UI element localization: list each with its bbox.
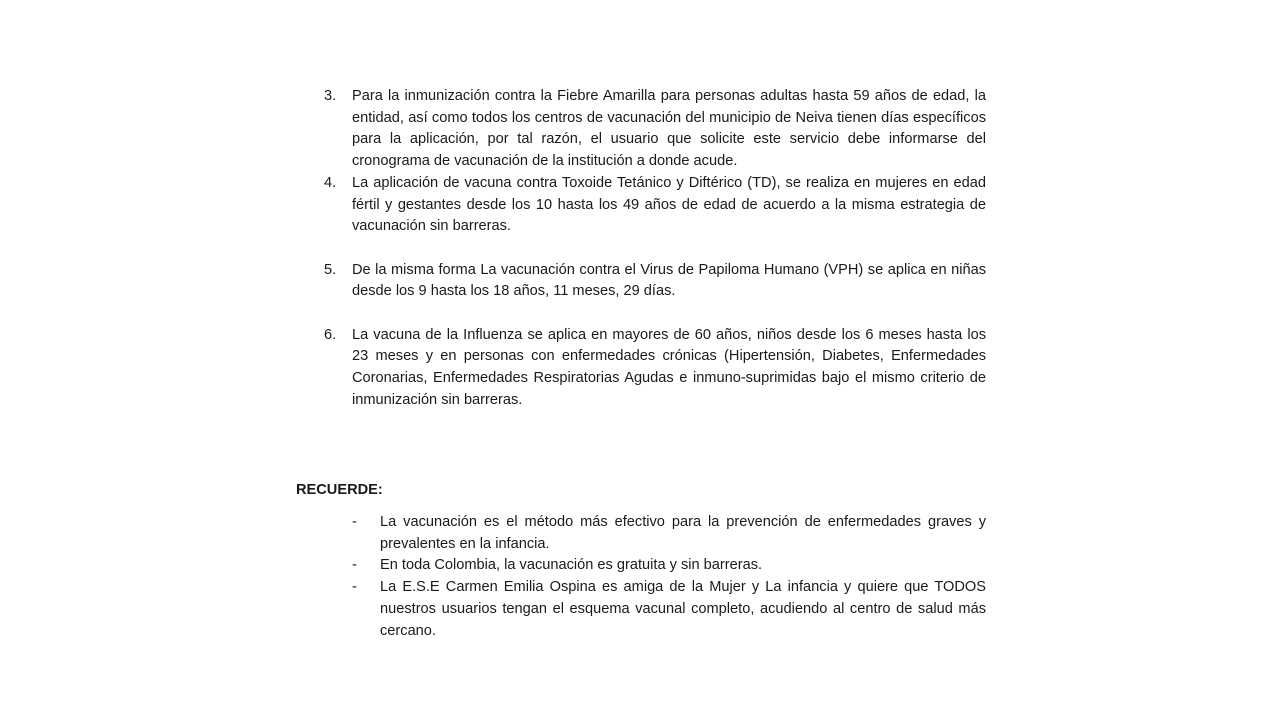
reminder-item-text: En toda Colombia, la vacunación es gratuita y sin barreras. bbox=[380, 557, 763, 574]
reminder-list bbox=[350, 512, 986, 642]
dash-marker: - bbox=[352, 557, 357, 574]
list-item-text: La vacuna de la Influenza se aplica en mayores de 60 años, niños desde los 6 meses hasta los 23 meses y en personas con enfermedades crónicas (Hipertensión, Diabetes, Enfermedades Coronarias, Enfermedades Respiratorias Agudas e inmuno-suprimidas bajo el mismo criterio de inmunización sin barreras. bbox=[352, 326, 986, 408]
reminder-item bbox=[350, 512, 986, 555]
list-item-text: De la misma forma La vacunación contra el Virus de Papiloma Humano (VPH) se aplica en niñas desde los 9 hasta los 18 años, 11 meses, 29 días. bbox=[352, 261, 986, 300]
reminder-item-text: La vacunación es el método más efectivo para la prevención de enfermedades graves y prevalentes en la infancia. bbox=[380, 514, 986, 552]
dash-marker: - bbox=[352, 514, 357, 530]
reminder-item-text: La E.S.E Carmen Emilia Ospina es amiga de la Mujer y La infancia y quiere que TODOS nuestros usuarios tengan el esquema vacunal completo, acudiendo al centro de salud más cercano. bbox=[380, 579, 986, 639]
list-marker: 4. bbox=[324, 174, 337, 191]
list-marker: 6. bbox=[324, 326, 337, 343]
reminder-item bbox=[350, 555, 986, 577]
list-item-5 bbox=[318, 260, 986, 303]
list-item-text: La aplicación de vacuna contra Toxoide Tetánico y Diftérico (TD), se realiza en mujeres en edad fértil y gestantes desde los 10 hasta los 49 años de edad de acuerdo a la misma estrategia de vacunación sin barreras. bbox=[352, 174, 986, 235]
list-item-6 bbox=[318, 325, 986, 412]
list-item-text: Para la inmunización contra la Fiebre Amarilla para personas adultas hasta 59 años de edad, la entidad, así como todos los centros de vacunación del municipio de Neiva tienen días específicos para la aplicación, por tal razón, el usuario que solicite este servicio debe informarse del cronograma de vacunación de la institución a donde acude. bbox=[352, 88, 986, 170]
reminder-heading: RECUERDE: bbox=[296, 482, 383, 498]
dash-marker: - bbox=[352, 579, 357, 596]
vaccination-numbered-list bbox=[318, 86, 986, 412]
list-marker: 3. bbox=[324, 88, 337, 104]
list-item-4 bbox=[318, 173, 986, 238]
list-item-3 bbox=[318, 86, 986, 173]
list-marker: 5. bbox=[324, 261, 337, 278]
reminder-item bbox=[350, 577, 986, 642]
